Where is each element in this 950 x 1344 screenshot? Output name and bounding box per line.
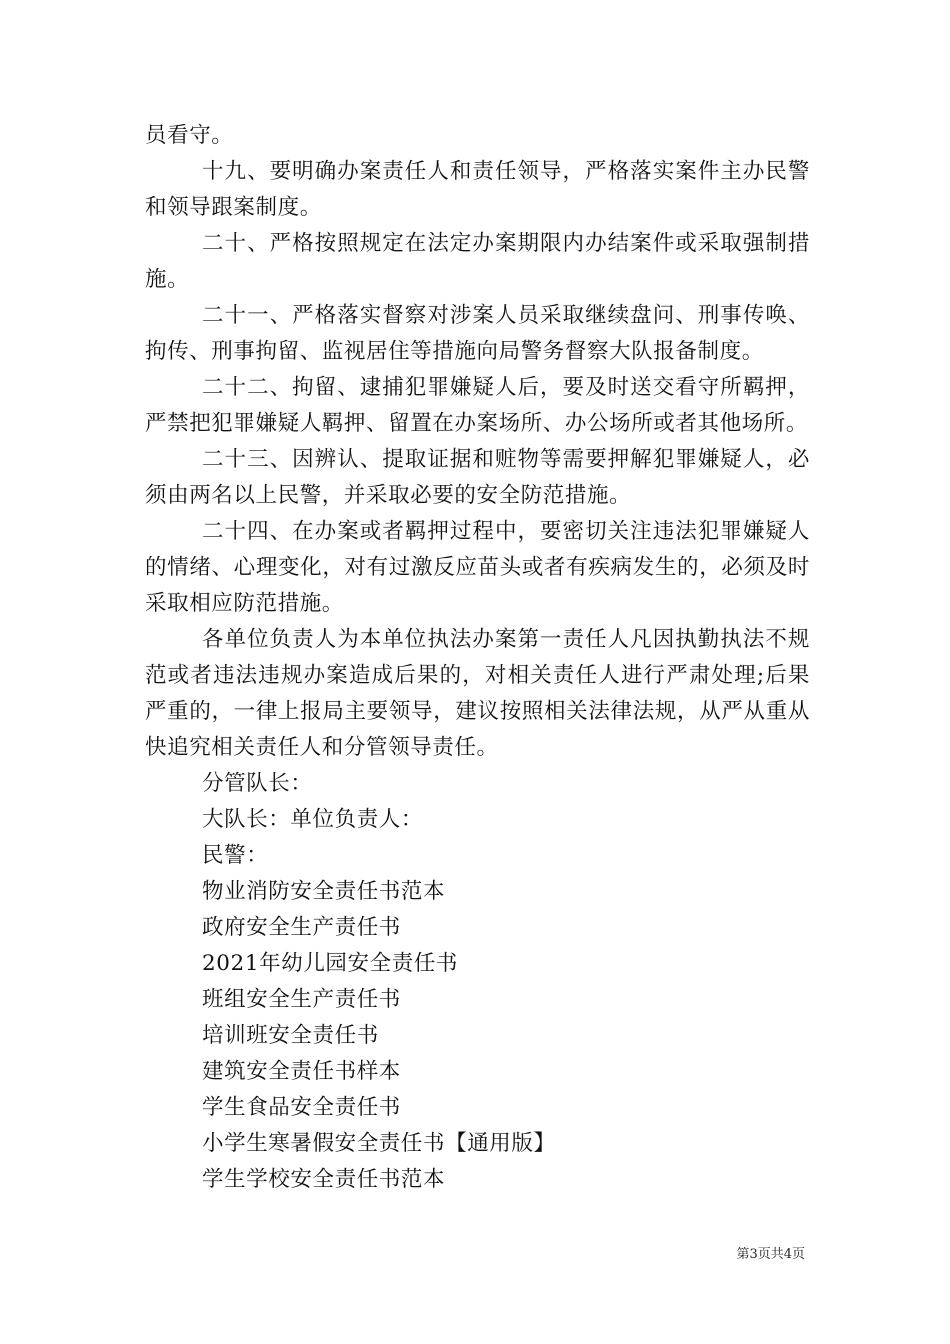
signature-police-officer: 民警：: [202, 843, 269, 868]
paragraph-clause-23: 二十三、因辨认、提取证据和赃物等需要押解犯罪嫌疑人，必须由两名以上民警，并采取必要的安全防范措施。: [145, 447, 810, 508]
paragraph-responsibility: 各单位负责人为本单位执法办案第一责任人凡因执勤执法不规范或者违法违规办案造成后果的，对相关责任人进行严肃处理;后果严重的，一律上报局主要领导，建议按照相关法律法规，从严从重从快追究相关责任人和分管领导责任。: [145, 627, 810, 760]
related-title: 2021年幼儿园安全责任书: [202, 951, 459, 976]
signature-captain: 大队长：单位负责人：: [202, 807, 424, 832]
related-title: 建筑安全责任书样本: [202, 1059, 401, 1084]
page-number: 第3页共4页: [736, 1247, 805, 1262]
paragraph-clause-22: 二十二、拘留、逮捕犯罪嫌疑人后，要及时送交看守所羁押，严禁把犯罪嫌疑人羁押、留置在办案场所、办公场所或者其他场所。: [145, 375, 810, 436]
related-title: 培训班安全责任书: [202, 1023, 379, 1048]
paragraph-clause-21: 二十一、严格落实督察对涉案人员采取继续盘问、刑事传唤、拘传、刑事拘留、监视居住等措施向局警务督察大队报备制度。: [145, 303, 810, 364]
signature-deputy-captain: 分管队长：: [202, 771, 313, 796]
related-title: 物业消防安全责任书范本: [202, 879, 446, 904]
related-title: 学生食品安全责任书: [202, 1095, 401, 1120]
paragraph-clause-20: 二十、严格按照规定在法定办案期限内办结案件或采取强制措施。: [145, 231, 810, 292]
document-body: [145, 118, 810, 1198]
related-title: 班组安全生产责任书: [202, 987, 401, 1012]
related-title: 政府安全生产责任书: [202, 915, 401, 940]
related-title: 学生学校安全责任书范本: [202, 1167, 446, 1192]
paragraph-continuation: 员看守。: [145, 123, 234, 148]
paragraph-clause-24: 二十四、在办案或者羁押过程中，要密切关注违法犯罪嫌疑人的情绪、心理变化，对有过激反应苗头或者有疾病发生的，必须及时采取相应防范措施。: [145, 519, 810, 616]
related-title: 小学生寒暑假安全责任书【通用版】: [202, 1131, 556, 1156]
paragraph-clause-19: 十九、要明确办案责任人和责任领导，严格落实案件主办民警和领导跟案制度。: [145, 159, 810, 220]
